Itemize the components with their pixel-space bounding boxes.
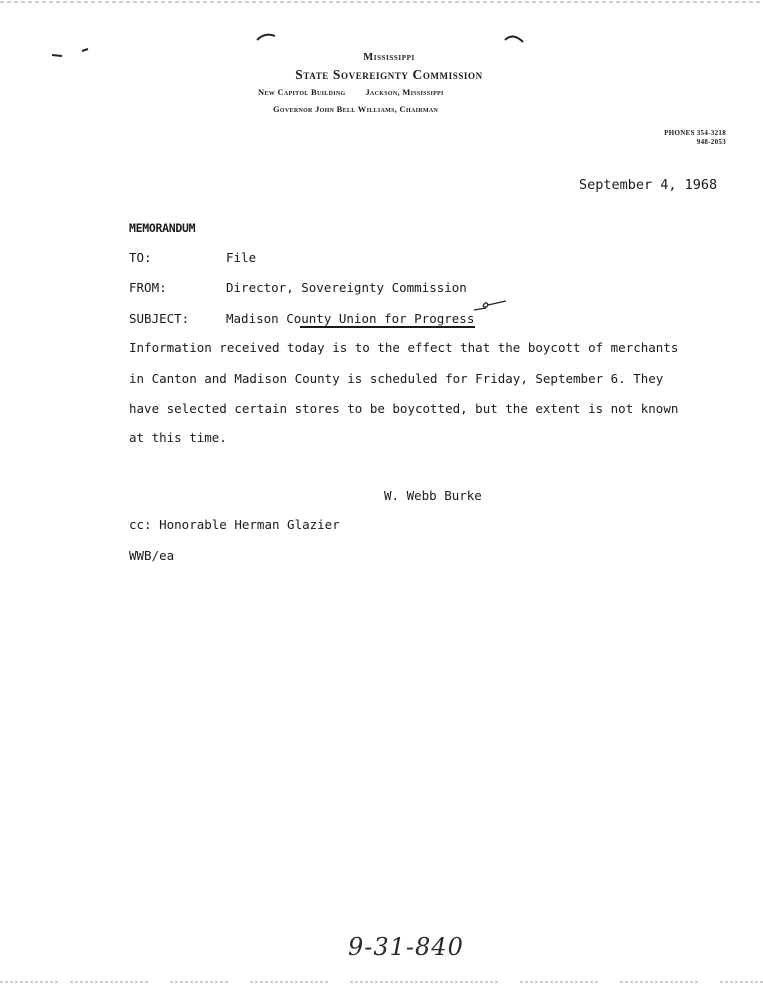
phones-line-2: 948-2053 [696, 138, 726, 146]
body-line-1: Information received today is to the effect that the boycott of merchants [129, 340, 679, 355]
typist-initials: WWB/ea [129, 548, 175, 563]
subject-pen-mark [470, 296, 510, 316]
cc-line: cc: Honorable Herman Glazier [129, 517, 340, 532]
signature: W. Webb Burke [384, 488, 482, 503]
subject-underline [300, 326, 475, 328]
from-label: FROM: [129, 280, 167, 295]
phones-line-1: PHONES 354-3218 [664, 129, 726, 137]
letterhead-arc-right [503, 32, 527, 46]
letterhead-state: Mississippi [363, 52, 415, 63]
memo-heading: MEMORANDUM [129, 221, 196, 235]
scan-edge-bottom [0, 978, 763, 986]
letterhead-commission: State Sovereignty Commission [295, 67, 483, 82]
from-value: Director, Sovereignty Commission [226, 280, 467, 295]
letterhead-phones [600, 129, 726, 147]
letterhead-address-building: New Capitol Building [258, 87, 346, 97]
letterhead-address [258, 87, 444, 97]
to-label: TO: [129, 250, 152, 265]
handwritten-file-number: 9-31-840 [348, 933, 464, 961]
subject-value: Madison County Union for Progress [226, 311, 475, 326]
letterhead-address-city: Jackson, Mississippi [365, 87, 444, 97]
body-line-4: at this time. [129, 430, 227, 445]
letterhead-arc-left [255, 30, 279, 42]
body-line-2: in Canton and Madison County is scheduled for Friday, September 6. They [129, 371, 664, 386]
letterhead-chairman: Governor John Bell Williams, Chairman [273, 104, 439, 114]
body-line-3: have selected certain stores to be boycotted, but the extent is not known [129, 401, 679, 416]
scan-edge-top [0, 0, 763, 6]
to-value: File [226, 250, 257, 265]
memo-date: September 4, 1968 [579, 177, 718, 193]
subject-label: SUBJECT: [129, 311, 190, 326]
